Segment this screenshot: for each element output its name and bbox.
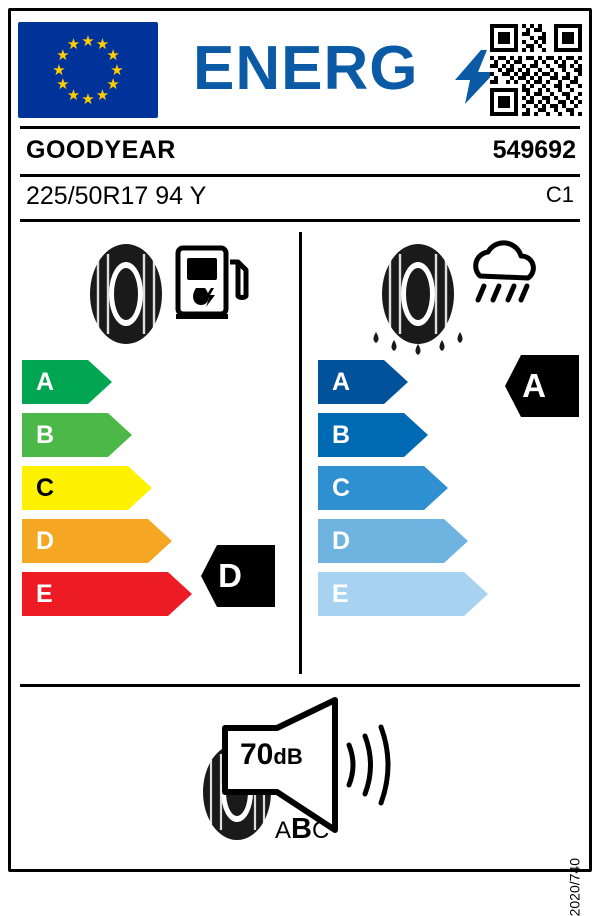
fuel-pump-icon bbox=[176, 248, 246, 319]
grade-letter: A bbox=[36, 368, 55, 396]
grade-letter: B bbox=[36, 421, 55, 449]
grade-letter: C bbox=[36, 474, 55, 502]
tyre-splash-icon bbox=[374, 244, 463, 355]
eu-flag-icon bbox=[18, 22, 158, 118]
noise-class-scale bbox=[275, 813, 330, 845]
size-row bbox=[20, 180, 580, 220]
grade-letter: D bbox=[332, 527, 351, 555]
eu-star-icon: ★ bbox=[95, 86, 110, 104]
noise-group bbox=[185, 700, 435, 850]
eu-star-icon: ★ bbox=[106, 76, 120, 93]
divider-brand bbox=[20, 174, 580, 177]
label-header bbox=[18, 20, 582, 120]
grade-letter: E bbox=[36, 580, 53, 608]
energ-wordmark: ENERG bbox=[193, 34, 419, 103]
eu-star-icon: ★ bbox=[81, 32, 95, 50]
brand-row bbox=[20, 132, 580, 174]
divider-size bbox=[20, 219, 580, 222]
lightning-bolt-icon bbox=[455, 50, 495, 104]
tyre-icon bbox=[90, 244, 162, 344]
divider-vertical bbox=[299, 232, 302, 674]
noise-class-c: C bbox=[311, 817, 330, 844]
tyre-class: C1 bbox=[545, 182, 574, 207]
noise-class-a: A bbox=[275, 817, 292, 844]
grade-letter: C bbox=[332, 474, 351, 502]
product-code: 549692 bbox=[492, 136, 576, 164]
eu-star-icon: ★ bbox=[106, 47, 120, 64]
qr-code-icon bbox=[490, 24, 582, 116]
noise-value bbox=[240, 740, 303, 772]
eu-star-icon: ★ bbox=[66, 86, 81, 104]
regulation-reference: 2020/740 bbox=[566, 858, 582, 916]
grade-letter: A bbox=[332, 368, 351, 396]
noise-unit: dB bbox=[273, 744, 303, 769]
grade-letter: D bbox=[36, 527, 55, 555]
eu-star-icon: ★ bbox=[81, 90, 95, 108]
tyre-size: 225/50R17 94 Y bbox=[26, 182, 207, 210]
divider-header bbox=[20, 126, 580, 129]
divider-noise bbox=[20, 684, 580, 687]
eu-star-icon: ★ bbox=[66, 36, 81, 54]
fuel-pictogram-group bbox=[78, 236, 258, 351]
wet-result-letter: A bbox=[522, 367, 546, 404]
eu-star-icon: ★ bbox=[110, 61, 124, 79]
sound-waves-icon bbox=[349, 727, 388, 803]
eu-star-icon: ★ bbox=[52, 61, 66, 79]
grade-letter: B bbox=[332, 421, 351, 449]
noise-decibels: 70 bbox=[240, 738, 274, 771]
wet-pictogram-group bbox=[370, 236, 550, 351]
brand-name: GOODYEAR bbox=[26, 136, 176, 164]
eu-star-icon: ★ bbox=[56, 47, 70, 64]
rain-cloud-icon bbox=[476, 243, 534, 300]
eu-star-icon: ★ bbox=[56, 76, 70, 93]
fuel-result-letter: D bbox=[218, 557, 242, 594]
wet-result-badge bbox=[505, 355, 579, 417]
noise-class-selected: B bbox=[291, 813, 312, 845]
grade-letter: E bbox=[332, 580, 349, 608]
fuel-result-badge bbox=[201, 545, 275, 607]
eu-star-icon: ★ bbox=[95, 36, 110, 54]
